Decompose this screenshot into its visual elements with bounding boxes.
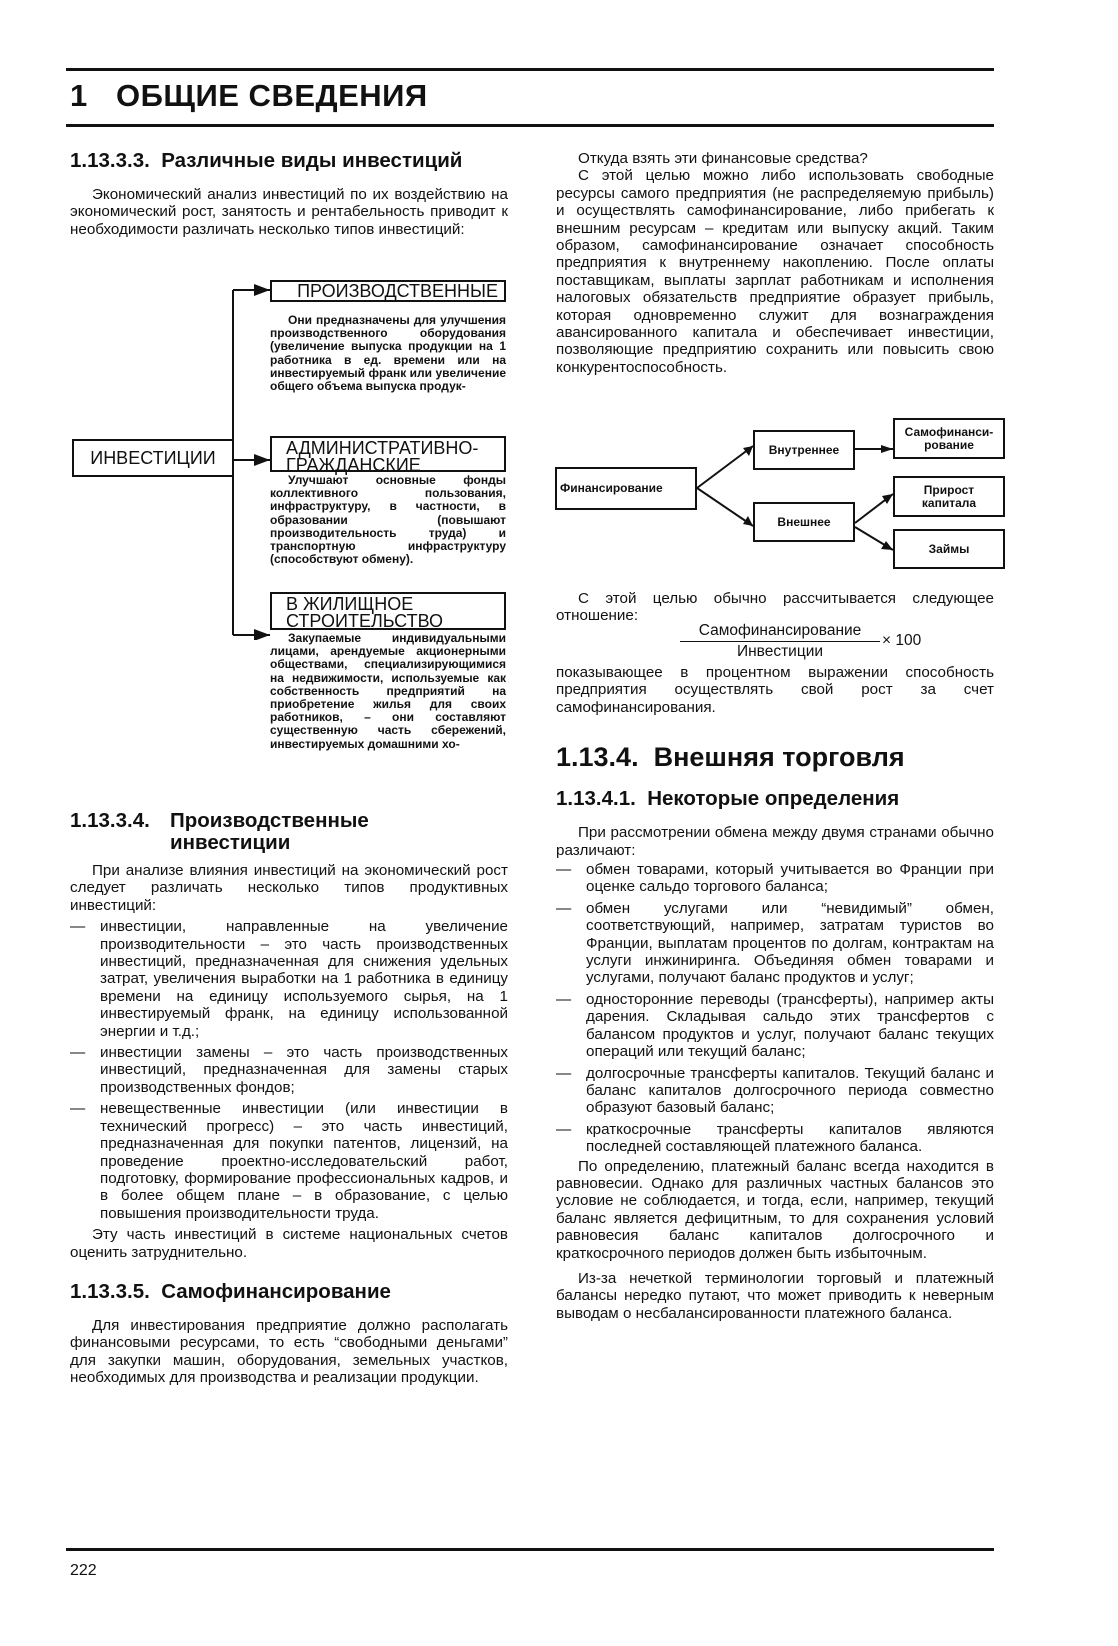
investment-types-list	[70, 918, 508, 1222]
branch-label: В ЖИЛИЩНОЕ СТРОИТЕЛЬСТВО	[286, 594, 443, 631]
section-heading-1-13-4-1: 1.13.4.1. Некоторые определения	[556, 787, 900, 811]
loans-box: Займы	[893, 529, 1005, 569]
right-column-lower	[556, 664, 994, 1322]
list-item: — инвестиции, направленные на увеличение производительности – это часть производственных инвестиций, предназначенная для снижения удельных затрат, увеличения выработки на 1 работника в единицу времени на единицу используемого сырья, на 1 инвестируемый франк, на единицу использованной энергии и т.д.;	[70, 918, 508, 1040]
paragraph: Для инвестирования предприятие должно располагать финансовыми ресурсами, то есть “свободными деньгами” для закупки машин, оборудования, земельных участков, необходимых для производства и реализации продукции.	[70, 1316, 508, 1387]
section-heading-1-13-3-3: 1.13.3.3. Различные виды инвестиций	[70, 149, 463, 172]
page-number: 222	[70, 1562, 97, 1579]
formula-numerator: Самофинансирование	[680, 622, 880, 642]
list-item: — краткосрочные трансферты капиталов являются последней составляющей платежного баланса.	[556, 1121, 994, 1156]
paragraph: Из-за нечеткой терминологии торговый и платежный балансы нередко путают, что может приводить к неверным выводам о несбалансированности платежного баланса.	[556, 1269, 994, 1322]
header-rule-bottom	[66, 124, 994, 127]
chapter-title	[70, 78, 428, 114]
formula-multiplier: × 100	[882, 632, 922, 649]
diagram-root-box	[72, 439, 234, 477]
left-column	[70, 150, 508, 238]
paragraph: При анализе влияния инвестиций на экономический рост следует различать несколько типов продуктивных инвестиций:	[70, 862, 508, 914]
branch-text: Закупаемые индивидуальными лицами, арендуемые акционерными обществами, специализирующимися на недвижимости, используемые как собственность предприятий на приобретение жилья для своих работников, – они составляют существенную часть сбережений, инвестируемых домашними хо-	[270, 631, 506, 751]
paragraph: С этой целью обычно рассчитывается следующее отношение:	[556, 590, 994, 625]
section-heading-1-13-4: 1.13.4. Внешняя торговля	[556, 742, 905, 773]
branch-text: Они предназначены для улучшения производственного оборудования (увеличение выпуска продукции на 1 работника в ед. времени или на инвестируемый франк или увеличение общего объема выпуска продук-	[270, 313, 506, 394]
branch-label: ПРОИЗВОДСТВЕННЫЕ	[297, 280, 498, 301]
section-heading-1-13-3-5: 1.13.3.5. Самофинансирование	[70, 1279, 391, 1303]
capital-growth-box: Прирост капитала	[893, 476, 1005, 517]
financing-connectors	[695, 410, 895, 580]
branch-label: АДМИНИСТРАТИВНО-ГРАЖДАНСКИЕ	[286, 438, 479, 475]
self-financing-box: Самофинанси-рование	[893, 418, 1005, 459]
list-item: — невещественные инвестиции (или инвестиции в технический прогресс) – это часть инвестиций, предназначенная для покупки патентов, лицензий, на проведение проектно-исследовательский работ, подготовку, формирование профессиональных кадров, и в более общем плане – в образование, с целью повышения производительности труда.	[70, 1100, 508, 1222]
section-heading-1-13-3-4: 1.13.3.4. Производственные инвестиции	[70, 809, 369, 854]
paragraph: С этой целью можно либо использовать свободные ресурсы самого предприятия (не распределяемую прибыль) и осуществлять самофинансирование, либо прибегать к внешним ресурсам – кредитам или выпуску акций. Таким образом, самофинансирование означает способность предприятия к внутреннему накоплению. После оплаты поставщикам, выплаты зарплат работникам и исполнения налоговых обязательств предприятие образует прибыль, которая одновременно служит для вознаграждения авансированного капитала и обеспечивает инвестиции, позволяющие предприятию сохранить или повысить свою конкурентоспособность.	[556, 167, 994, 376]
right-column-mid	[556, 590, 994, 625]
branch-box-housing	[270, 592, 506, 630]
financing-root-box: Финансирование	[555, 467, 697, 510]
footer-rule	[66, 1548, 994, 1551]
right-column	[556, 150, 994, 376]
paragraph: Эту часть инвестиций в системе национальных счетов оценить затруднительно.	[70, 1226, 508, 1261]
list-item: — инвестиции замены – это часть производственных инвестиций, предназначенная для замены старых производственных фондов;	[70, 1044, 508, 1096]
paragraph: При рассмотрении обмена между двумя странами обычно различают:	[556, 824, 994, 859]
diagram-root-label: ИНВЕСТИЦИИ	[90, 447, 216, 468]
paragraph: показывающее в процентном выражении способность предприятия осуществлять свой рост за счет самофинансирования.	[556, 664, 994, 716]
paragraph: Откуда взять эти финансовые средства?	[578, 150, 868, 167]
formula-denominator: Инвестиции	[736, 643, 824, 660]
branch-box-administrative	[270, 436, 506, 475]
paragraph: Экономический анализ инвестиций по их воздействию на экономический рост, занятость и рентабельность приводит к необходимости различать несколько типов инвестиций:	[70, 186, 508, 238]
list-item: — обмен услугами или “невидимый” обмен, соответствующий, например, затратам туристов во Франции, выплатам процентов по долгам, контрактам на услуги инжиниринга. Объединяя обмен товарами и услугами, получают баланс продуктов и услуг;	[556, 900, 994, 987]
internal-box: Внутреннее	[753, 430, 855, 470]
branch-text: Улучшают основные фонды коллективного пользования, инфраструктуру, в частности, в образовании (повышают производительность труда) и транспортную инфраструктуру (способствуют обмену).	[270, 473, 506, 567]
list-item: — односторонние переводы (трансферты), например акты дарения. Складывая сальдо этих трансфертов с балансом продуктов и услуг, получают баланс текущих операций или текущий баланс;	[556, 991, 994, 1061]
header-rule-top	[66, 68, 994, 71]
paragraph: По определению, платежный баланс всегда находится в равновесии. Однако для различных частных балансов это условие не соблюдается, и тогда, если, например, текущий баланс является дефицитным, то для сохранения условий равновесия баланс капиталов долгосрочного и краткосрочного периодов должен быть избыточным.	[556, 1157, 994, 1262]
external-box: Внешнее	[753, 502, 855, 542]
exchange-types-list	[556, 861, 994, 1156]
chapter-number: 1	[70, 78, 88, 113]
branch-box-production	[270, 280, 506, 302]
chapter-name: ОБЩИЕ СВЕДЕНИЯ	[116, 78, 428, 113]
list-item: — обмен товарами, который учитывается во Франции при оценке сальдо торгового баланса;	[556, 861, 994, 896]
left-column-lower	[70, 810, 508, 1387]
list-item: — долгосрочные трансферты капиталов. Текущий баланс и баланс капиталов долгосрочного периода совместно образуют базовый баланс;	[556, 1065, 994, 1117]
